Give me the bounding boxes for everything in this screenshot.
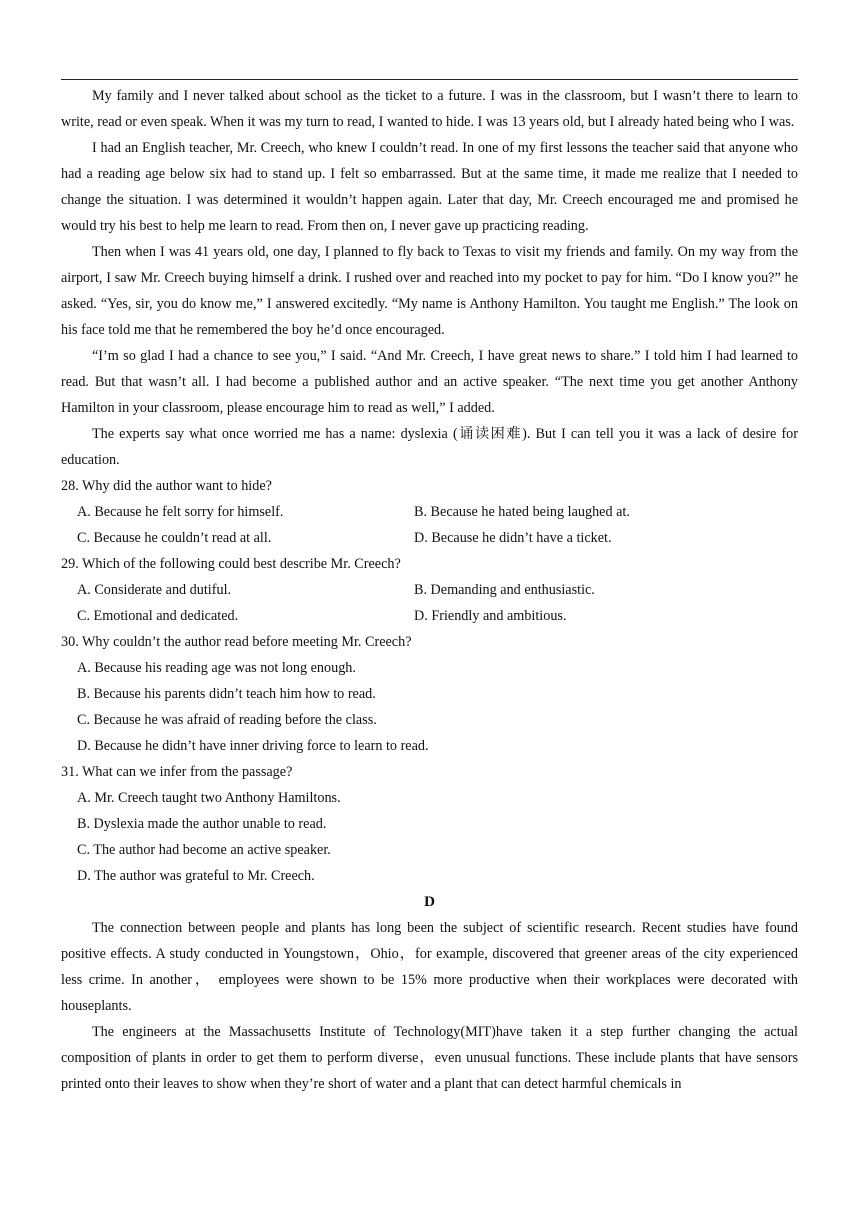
option-c: C. The author had become an active speaker. xyxy=(77,842,331,858)
passage-c-paragraph-1: My family and I never talked about school as the ticket to a future. I was in the classroom, but I wasn’t there to learn to write, read or even speak. When it was my turn to read, I wanted to hide. I was 13 years old, but I already hated being who I was. xyxy=(61,88,798,130)
option-a: A. Mr. Creech taught two Anthony Hamiltons. xyxy=(77,790,341,806)
question-29 xyxy=(61,551,798,629)
option-b: B. Demanding and enthusiastic. xyxy=(414,582,595,598)
option-d: D. Because he didn’t have inner driving force to learn to read. xyxy=(77,738,429,754)
question-31 xyxy=(61,759,798,889)
option-a: A. Because his reading age was not long enough. xyxy=(77,660,356,676)
option-a: A. Considerate and dutiful. xyxy=(77,582,232,598)
option-d: D. The author was grateful to Mr. Creech. xyxy=(77,868,315,884)
question-30 xyxy=(61,629,798,759)
passage-c-paragraph-4: “I’m so glad I had a chance to see you,” I said. “And Mr. Creech, I have great news to share.” I told him I had learned to read. But that wasn’t all. I had become a published author and an active speaker. “The next time you get another Anthony Hamilton in your classroom, please encourage him to read as well,” I added. xyxy=(61,348,798,416)
option-c: C. Because he was afraid of reading before the class. xyxy=(77,712,377,728)
question-stem: 30. Why couldn’t the author read before meeting Mr. Creech? xyxy=(61,634,412,650)
option-grid xyxy=(61,499,798,551)
passage-c-paragraph-3: Then when I was 41 years old, one day, I planned to fly back to Texas to visit my friends and family. On my way from the airport, I saw Mr. Creech buying himself a drink. I rushed over and reached into my pocket to pay for him. “Do I know you?” he asked. “Yes, sir, you do know me,” I answered excitedly. “My name is Anthony Hamilton. You taught me English.” The look on his face told me that he remembered the boy he’d once encouraged. xyxy=(61,244,798,338)
question-stem: 29. Which of the following could best describe Mr. Creech? xyxy=(61,556,401,572)
option-b: B. Dyslexia made the author unable to read. xyxy=(77,816,327,832)
question-stem: 31. What can we infer from the passage? xyxy=(61,764,293,780)
option-a: A. Because he felt sorry for himself. xyxy=(77,504,284,520)
option-list xyxy=(61,785,798,889)
option-grid xyxy=(61,577,798,629)
option-c: C. Emotional and dedicated. xyxy=(77,608,239,624)
passage-c-paragraph-5: The experts say what once worried me has a name: dyslexia (诵读困难). But I can tell you it was a lack of desire for education. xyxy=(61,426,798,468)
question-28 xyxy=(61,473,798,551)
option-d: D. Because he didn’t have a ticket. xyxy=(414,530,612,546)
passage-c-paragraph-2: I had an English teacher, Mr. Creech, who knew I couldn’t read. In one of my first lessons the teacher said that anyone who had a reading age below six had to stand up. I felt so embarrassed. But at the same time, it made me realize that I needed to change the situation. I was determined it wouldn’t happen again. Later that day, Mr. Creech encouraged me and promised he would try his best to help me learn to read. From then on, I never gave up practicing reading. xyxy=(61,140,798,234)
header-rule xyxy=(61,79,798,80)
page-content xyxy=(61,83,798,1097)
option-c: C. Because he couldn’t read at all. xyxy=(77,530,272,546)
option-b: B. Because his parents didn’t teach him how to read. xyxy=(77,686,376,702)
passage-d-paragraph-2: The engineers at the Massachusetts Institute of Technology(MIT)have taken it a step further changing the actual composition of plants in order to get them to perform diverse，even unusual functions. These include plants that have sensors printed onto their leaves to show when they’re short of water and a plant that can detect harmful chemicals in xyxy=(61,1024,798,1092)
option-d: D. Friendly and ambitious. xyxy=(414,608,567,624)
passage-d-paragraph-1: The connection between people and plants has long been the subject of scientific research. Recent studies have found positive effects. A study conducted in Youngstown，Ohio，for example, discovered that greener areas of the city experienced less crime. In another， employees were shown to be 15% more productive when their workplaces were decorated with houseplants. xyxy=(61,920,798,1014)
option-b: B. Because he hated being laughed at. xyxy=(414,504,630,520)
question-stem: 28. Why did the author want to hide? xyxy=(61,478,272,494)
option-list xyxy=(61,655,798,759)
section-heading-d: D xyxy=(424,894,435,910)
